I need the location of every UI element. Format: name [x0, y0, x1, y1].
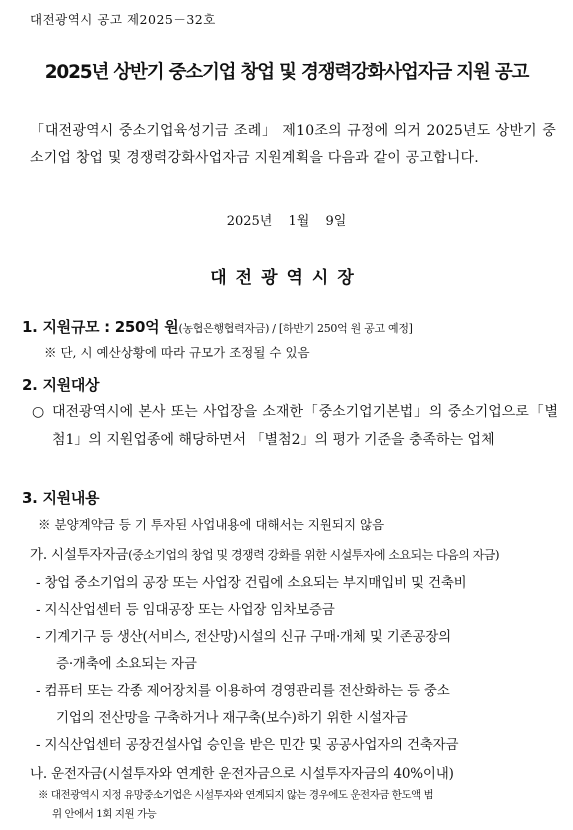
notice-number: 대전광역시 공고 제2025－32호 [30, 12, 216, 27]
sub-b-note-line2: 위 안에서 1회 지원 가능 [52, 808, 157, 820]
section2-item-text: 대전광역시에 본사 또는 사업장을 소재한「중소기업기본법」의 중소기업으로「별첨1」의 지원업종에 해당하면서 「별첨2」의 평가 기준을 충족하는 업체 [52, 404, 558, 448]
section1-heading-sub: (농협은행협력자금) / [하반기 250억 원 공고 예정] [178, 322, 413, 335]
sub-a-heading [30, 543, 499, 563]
section1-heading [22, 316, 413, 337]
sub-b-heading: 나. 운전자금(시설투자와 연계한 운전자금으로 시설투자자금의 40%이내) [30, 766, 454, 782]
bullet-circle: ○ [32, 404, 45, 420]
intro-paragraph: 「대전광역시 중소기업육성기금 조례」 제10조의 규정에 의거 2025년도 상반기 중소기업 창업 및 경쟁력강화사업자금 지원계획을 다음과 같이 공고합니다. [30, 123, 556, 166]
notice-date [0, 210, 573, 229]
issuer-name: 대전광역시장 [210, 268, 363, 288]
list-item: - 컴퓨터 또는 각종 제어장치를 이용하여 경영관리를 전산화하는 등 중소 [36, 683, 450, 699]
section2-heading: 2. 지원대상 [22, 376, 100, 394]
page-title: 2025년 상반기 중소기업 창업 및 경쟁력강화사업자금 지원 공고 [44, 62, 529, 83]
section1-note: ※ 단, 시 예산상황에 따라 규모가 조정될 수 있음 [44, 345, 310, 360]
section3-heading: 3. 지원내용 [22, 489, 100, 507]
list-item: - 지식산업센터 공장건설사업 승인을 받은 민간 및 공공사업자의 건축자금 [36, 737, 459, 753]
date-year: 2025년 [226, 214, 273, 229]
list-item: - 지식산업센터 등 임대공장 또는 사업장 임차보증금 [36, 602, 335, 618]
section1-heading-text: 1. 지원규모 : 250억 원 [22, 318, 179, 336]
list-item-continued: 기업의 전산망을 구축하거나 재구축(보수)하기 위한 시설자금 [56, 710, 408, 726]
list-item: - 창업 중소기업의 공장 또는 사업장 건립에 소요되는 부지매입비 및 건축비 [36, 575, 467, 591]
section3-note: ※ 분양계약금 등 기 투자된 사업내용에 대해서는 지원되지 않음 [38, 517, 385, 532]
sub-a-title: 가. 시설투자자금 [30, 547, 129, 563]
list-item: - 기계기구 등 생산(서비스, 전산망)시설의 신규 구매·개체 및 기존공장의 [36, 629, 451, 645]
sub-a-desc: (중소기업의 창업 및 경쟁력 강화를 위한 시설투자에 소요되는 다음의 자금) [128, 548, 500, 562]
date-month: 1월 [288, 214, 310, 229]
list-item-continued: 증·개축에 소요되는 자금 [56, 656, 197, 672]
sub-b-note-line1: ※ 대전광역시 지정 유망중소기업은 시설투자와 연계되지 않는 경우에도 운전자금 한도액 범 [38, 789, 434, 801]
section2-item [32, 398, 558, 454]
date-day: 9일 [325, 214, 347, 229]
